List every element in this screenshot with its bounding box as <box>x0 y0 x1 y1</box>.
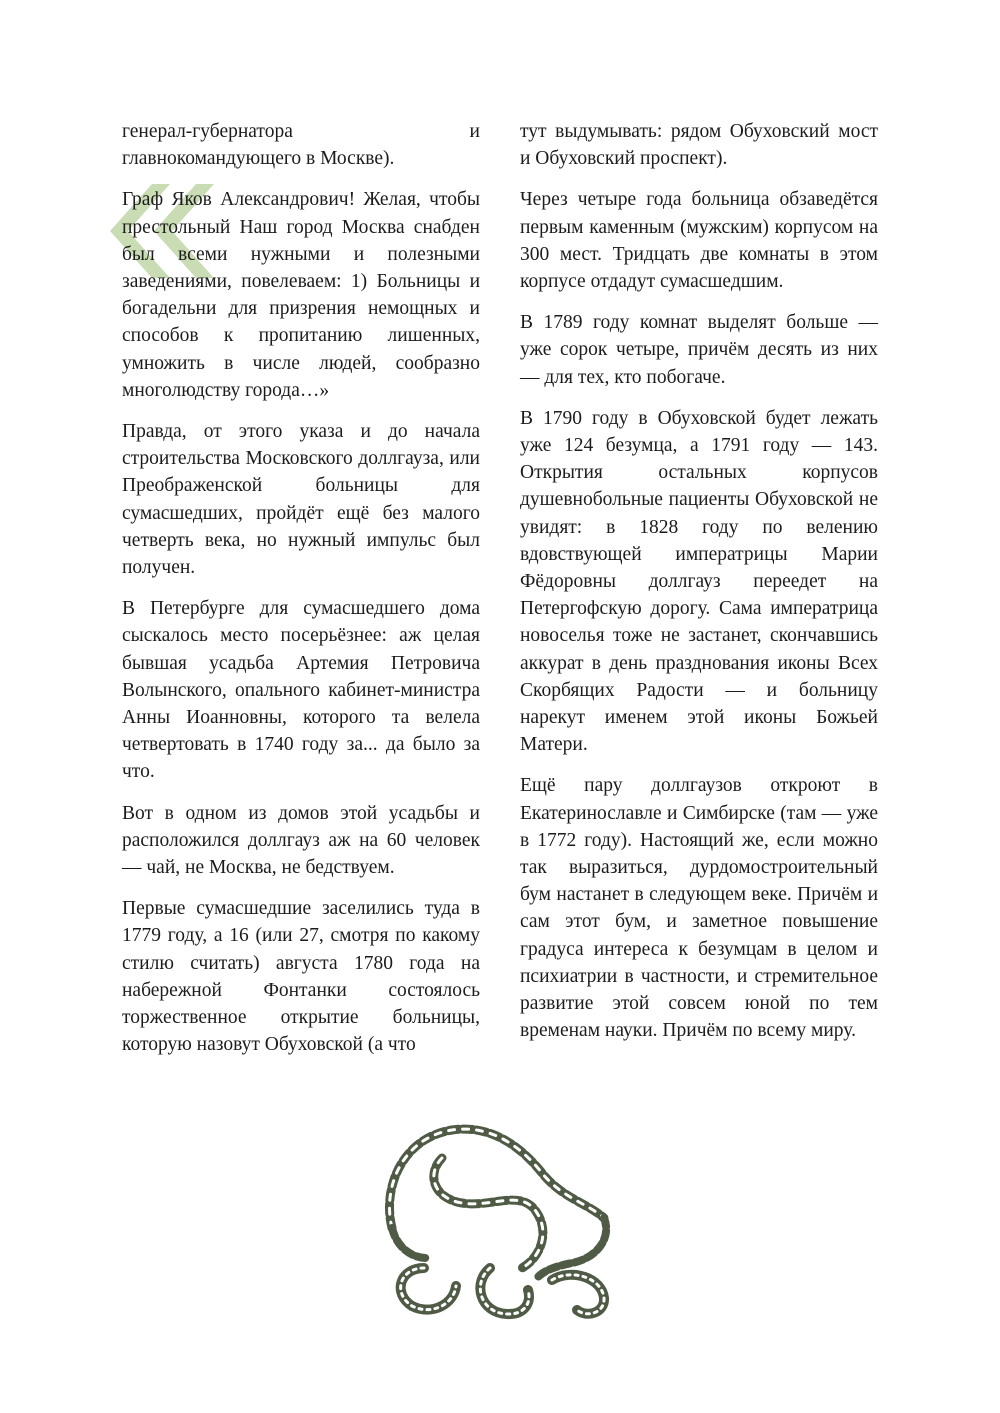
paragraph: В Петербурге для сумасшедшего дома сыскалось место посерьёзнее: аж целая бывшая усадьба Артемия Петровича Волынского, опального кабинет-министра Анны Иоанновны, которого та велела четвертовать в 1740 году за... да было за что. <box>122 598 480 783</box>
paragraph: тут выдумывать: рядом Обуховский мост и Обуховский проспект). <box>520 121 878 170</box>
paragraph: В 1790 году в Обуховской будет лежать уже 124 безумца, а 1791 году — 143. Открытия остальных корпусов душевнобольные пациенты Обуховской не увидят: в 1828 году по велению вдовствующей императрицы Марии Фёдоровны доллгауз переедет на Петергофскую дорогу. Сама императрица новоселья тоже не застанет, скончавшись аккурат в день празднования иконы Всех Скорбящих Радости — и больницу нарекут именем этой иконы Божьей Матери. <box>520 407 878 756</box>
paragraph: генерал-губернатора и главнокомандующего в Москве). <box>122 121 480 170</box>
paragraph: Вот в одном из домов этой усадьбы и расположился доллгауз аж на 60 человек — чай, не Москва, не бедствуем. <box>122 802 480 879</box>
right-column <box>520 118 878 1059</box>
chain-shackles-illustration <box>372 1118 628 1322</box>
paragraph: Правда, от этого указа и до начала строительства Московского доллгауза, или Преображенской больницы для сумасшедших, пройдёт ещё без малого четверть века, но нужный импульс был получен. <box>122 421 480 579</box>
paragraph: Ещё пару доллгаузов откроют в Екатеринославле и Симбирске (там — уже в 1772 году). Настоящий же, если можно так выразиться, дурдомостроительный бум настанет в следующем веке. Причём и сам этот бум, и заметное повышение градуса интереса к безумцам в целом и психиатрии в частности, и стремительное развитие этой совсем юной по тем временам науки. Причём по всему миру. <box>520 775 878 1042</box>
left-column <box>122 118 480 1073</box>
paragraph: Через четыре года больница обзаведётся первым каменным (мужским) корпусом на 300 мест. Тридцать две комнаты в этом корпусе отдадут сумасшедшим. <box>520 189 878 293</box>
paragraph: В 1789 году комнат выделят больше — уже сорок четыре, причём десять из них — для тех, кто побогаче. <box>520 312 878 388</box>
quote-paragraph: Граф Яков Александрович! Желая, чтобы престольный Наш город Москва снабден был всеми нужными и полезными заведениями, повелеваем: 1) Больницы и богадельни для призрения немощных и способов к пропитанию лишенных, умножить в числе людей, сообразно многолюдству города…» <box>122 189 480 401</box>
paragraph: Первые сумасшедшие заселились туда в 1779 году, а 16 (или 27, смотря по какому стилю считать) августа 1780 года на набережной Фонтанки состоялось торжественное открытие больницы, которую назовут Обуховской (а что <box>122 898 480 1056</box>
